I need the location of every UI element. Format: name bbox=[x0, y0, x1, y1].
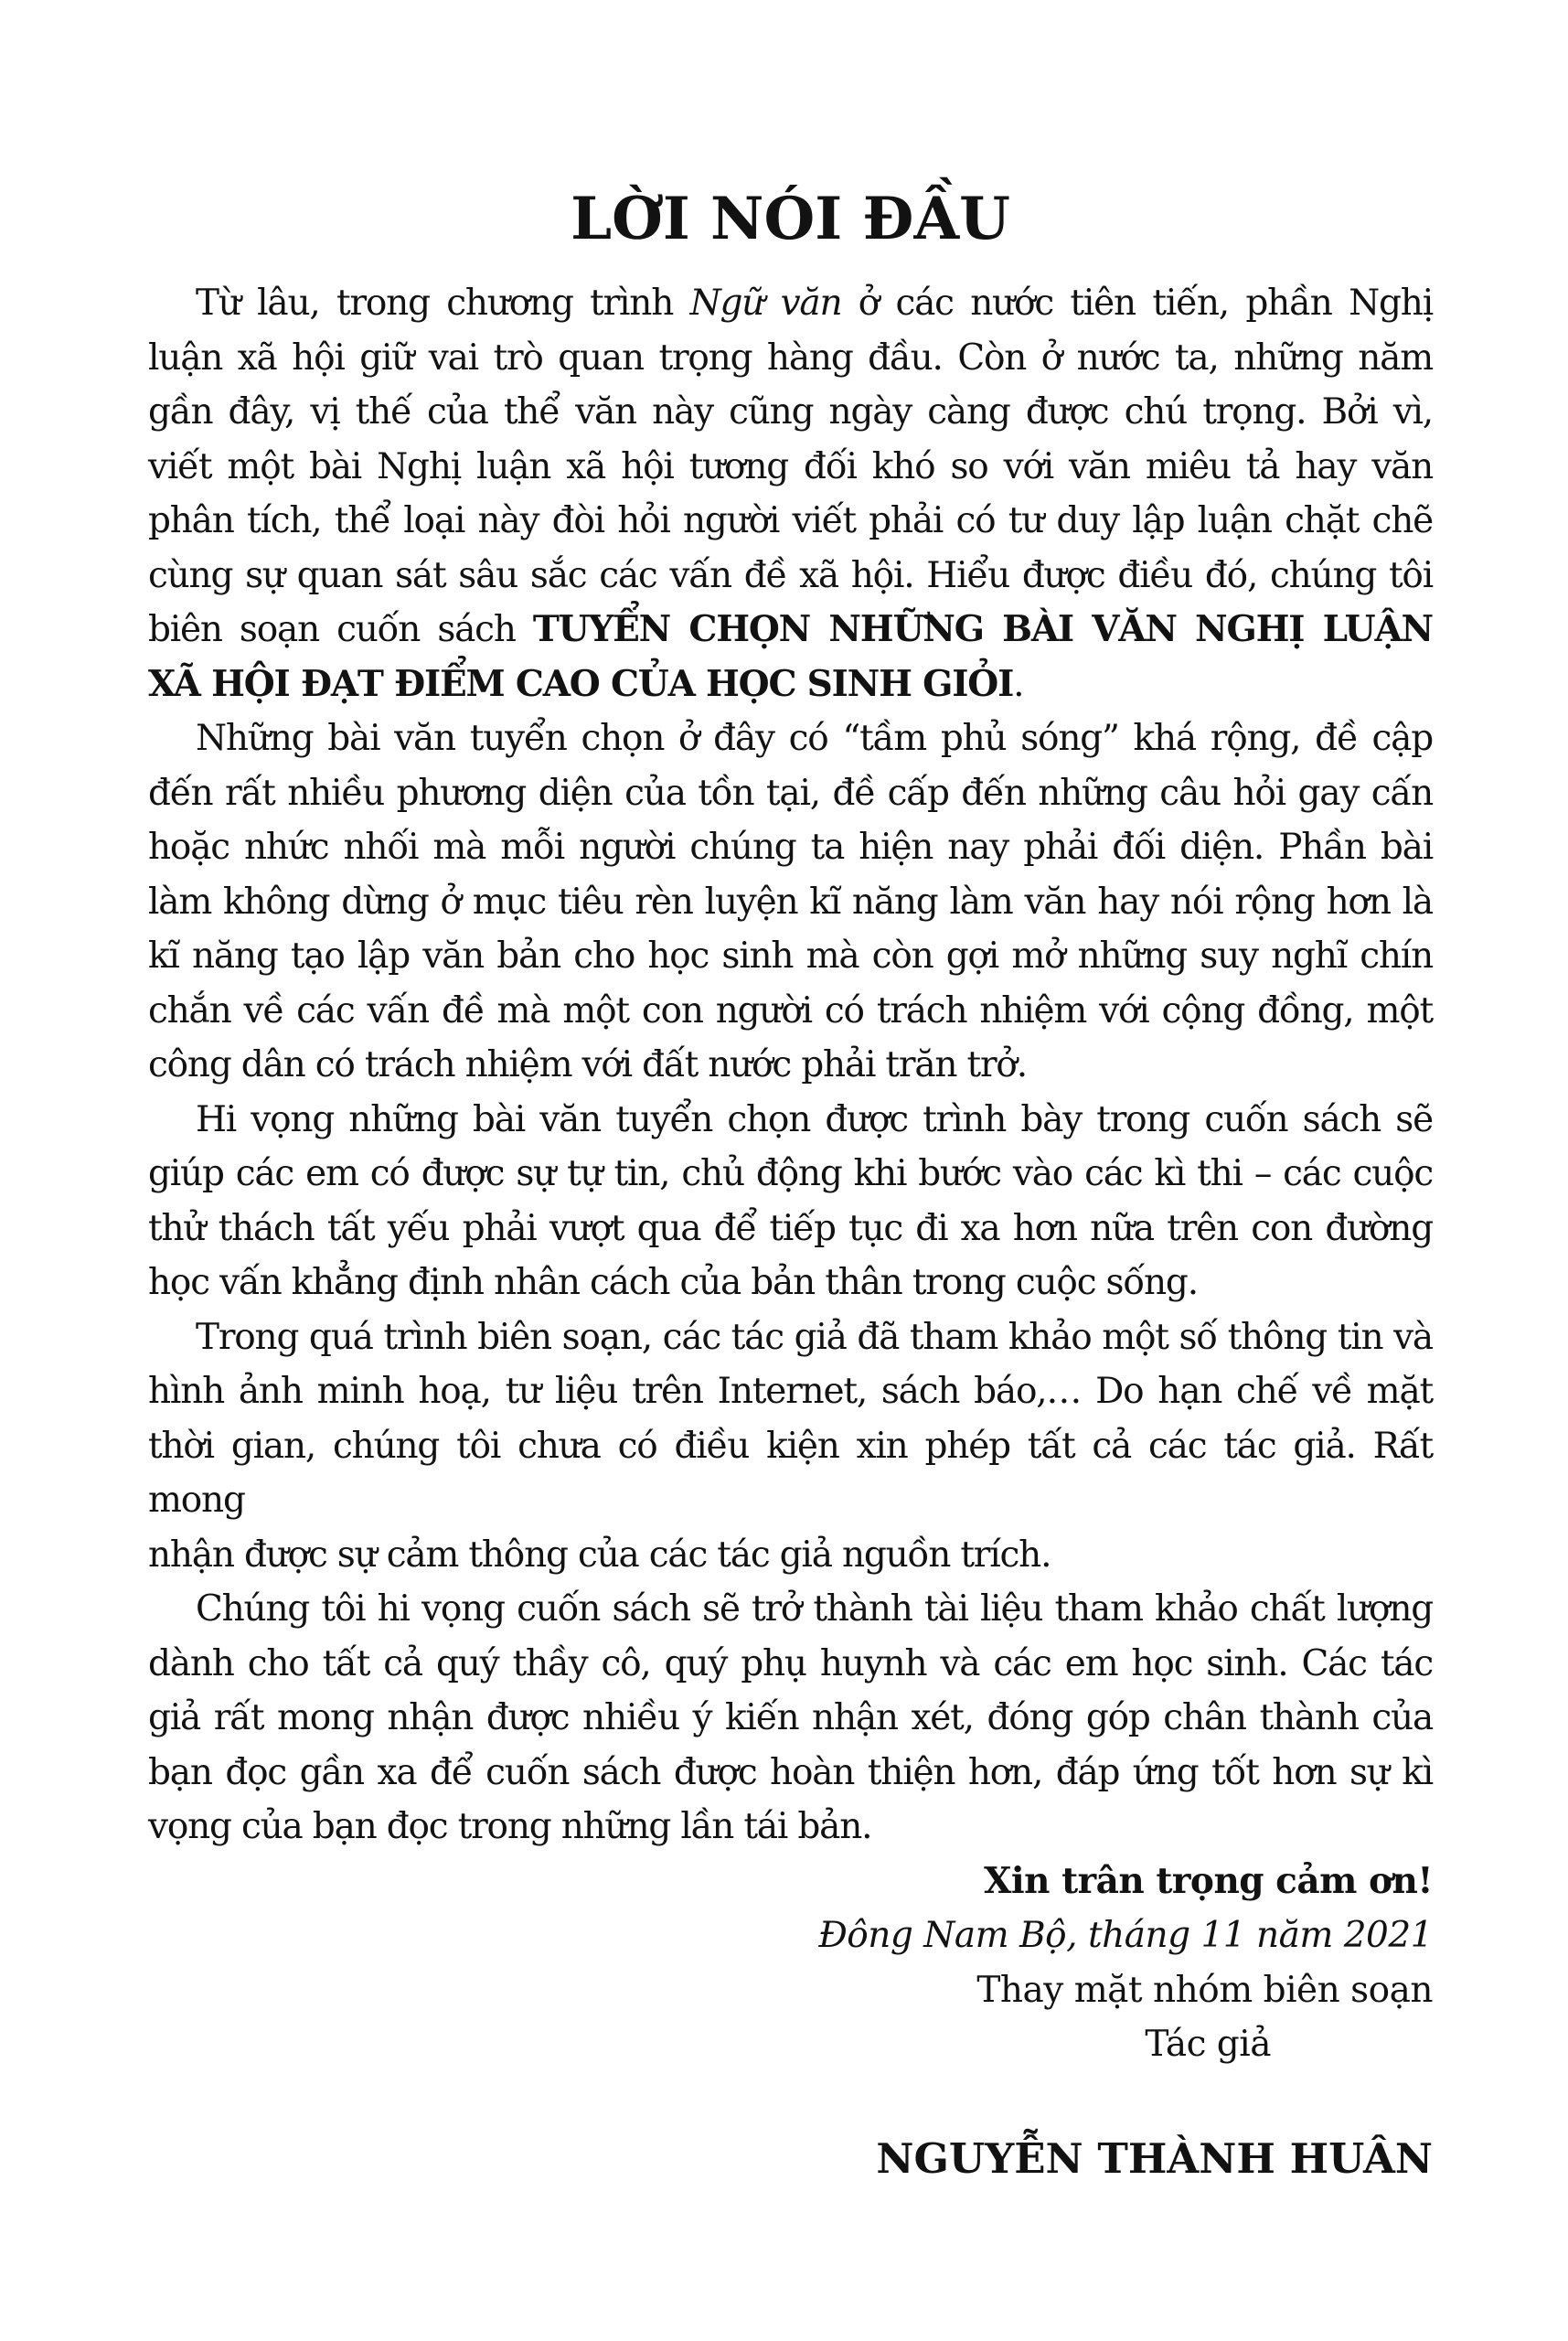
text-line: Trong quá trình biên soạn, các tác giả đã tham khảo một số thông tin và bbox=[196, 1316, 1433, 1358]
text-line: Chúng tôi hi vọng cuốn sách sẽ trở thành tài liệu tham khảo chất lượng bbox=[196, 1588, 1433, 1630]
text-line: chắn về các vấn đề mà một con người có trách nhiệm với cộng đồng, một bbox=[148, 989, 1433, 1032]
text-line: học vấn khẳng định nhân cách của bản thân trong cuộc sống. bbox=[148, 1262, 1198, 1303]
text-line: giả rất mong nhận được nhiều ý kiến nhận xét, đóng góp chân thành của bbox=[148, 1697, 1433, 1738]
text-line: hoặc nhức nhối mà mỗi người chúng ta hiện nay phải đối diện. Phần bài bbox=[148, 827, 1433, 868]
text-line: kĩ năng tạo lập văn bản cho học sinh mà còn gợi mở những suy nghĩ chín bbox=[148, 935, 1433, 977]
text-line: phân tích, thể loại này đòi hỏi người viết phải có tư duy lập luận chặt chẽ bbox=[148, 500, 1433, 541]
text-line: XÃ HỘI ĐẠT ĐIỂM CAO CỦA HỌC SINH GIỎI. bbox=[148, 662, 1024, 705]
author-name: NGUYỄN THÀNH HUÂN bbox=[876, 2133, 1433, 2183]
text-line: bạn đọc gần xa để cuốn sách được hoàn thiện hơn, đáp ứng tốt hơn sự kì bbox=[148, 1751, 1433, 1793]
closing-line: Tác giả bbox=[1145, 2024, 1271, 2065]
text-line: Từ lâu, trong chương trình Ngữ văn ở các nước tiên tiến, phần Nghị bbox=[196, 283, 1434, 324]
closing-line: Đông Nam Bộ, tháng 11 năm 2021 bbox=[818, 1915, 1433, 1956]
text-line: Những bài văn tuyển chọn ở đây có “tầm phủ sóng” khá rộng, đề cập bbox=[196, 718, 1433, 759]
text-line: dành cho tất cả quý thầy cô, quý phụ huynh và các em học sinh. Các tác bbox=[148, 1642, 1433, 1684]
closing-line: Thay mặt nhóm biên soạn bbox=[976, 1969, 1433, 2011]
text-line: thử thách tất yếu phải vượt qua để tiếp tục đi xa hơn nữa trên con đường bbox=[148, 1207, 1433, 1249]
text-line: biên soạn cuốn sách TUYỂN CHỌN NHỮNG BÀI VĂN NGHỊ LUẬN bbox=[148, 608, 1433, 650]
text-line: gần đây, vị thế của thể văn này cũng ngày càng được chú trọng. Bởi vì, bbox=[148, 391, 1433, 433]
closing-block bbox=[148, 1855, 1433, 2072]
closing-line: Xin trân trọng cảm ơn! bbox=[984, 1859, 1433, 1902]
page-title: LỜI NÓI ĐẦU bbox=[571, 185, 1010, 253]
text-line: làm không dừng ở mục tiêu rèn luyện kĩ năng làm văn hay nói rộng hơn là bbox=[148, 881, 1433, 923]
text-line: nhận được sự cảm thông của các tác giả nguồn trích. bbox=[148, 1534, 1051, 1576]
text-line: vọng của bạn đọc trong những lần tái bản. bbox=[148, 1806, 872, 1847]
text-line: luận xã hội giữ vai trò quan trọng hàng đầu. Còn ở nước ta, những năm bbox=[148, 337, 1433, 379]
text-line: đến rất nhiều phương diện của tồn tại, đề cấp đến những câu hỏi gay cấn bbox=[148, 772, 1433, 814]
text-line: thời gian, chúng tôi chưa có điều kiện xin phép tất cả các tác giả. Rất mong bbox=[148, 1425, 1433, 1521]
text-line: Hi vọng những bài văn tuyển chọn được trình bày trong cuốn sách sẽ bbox=[196, 1098, 1433, 1140]
text-line: giúp các em có được sự tự tin, chủ động khi bước vào các kì thi – các cuộc bbox=[148, 1153, 1433, 1194]
text-line: viết một bài Nghị luận xã hội tương đối khó so với văn miêu tả hay văn bbox=[148, 445, 1433, 487]
text-line: cùng sự quan sát sâu sắc các vấn đề xã hội. Hiểu được điều đó, chúng tôi bbox=[148, 554, 1433, 596]
text-line: hình ảnh minh hoạ, tư liệu trên Internet, sách báo,… Do hạn chế về mặt bbox=[148, 1371, 1433, 1412]
text-line: công dân có trách nhiệm với đất nước phải trăn trở. bbox=[148, 1044, 1027, 1085]
body-paragraphs bbox=[148, 276, 1433, 1855]
